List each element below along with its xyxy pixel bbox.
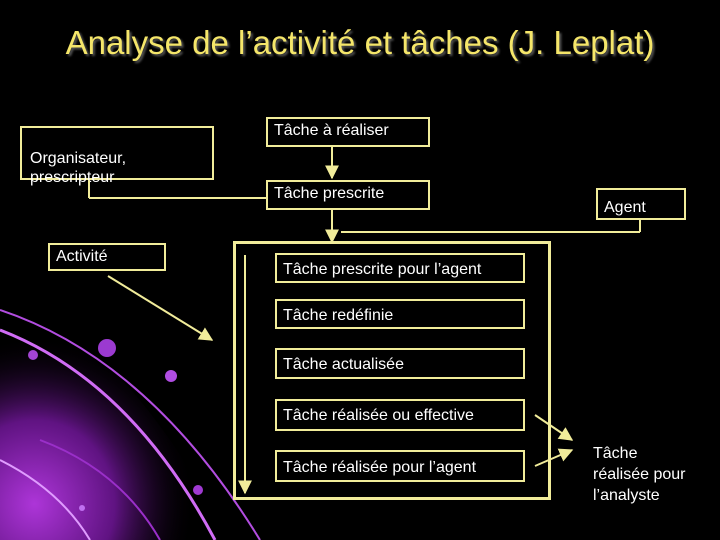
activite-label: Activité: [56, 248, 108, 265]
tache-prescrite-label: Tâche prescrite: [274, 185, 385, 202]
tache-redefinie-label: Tâche redéfinie: [283, 307, 394, 324]
organisateur-label: Organisateur, prescripteur: [30, 150, 127, 186]
arrow-activite-to-redefinie: [108, 276, 212, 340]
tache-actualisee-label: Tâche actualisée: [283, 356, 404, 373]
tache-a-realiser-label: Tâche à réaliser: [274, 122, 389, 139]
slide-title: Analyse de l’activité et tâches (J. Leplat): [65, 24, 655, 61]
tache-realisee-effective-label: Tâche réalisée ou effective: [283, 407, 474, 424]
agent-label: Agent: [604, 199, 646, 216]
tache-realisee-analyste-label: Tâche réalisée pour l’analyste: [593, 445, 686, 504]
tache-realisee-agent-label: Tâche réalisée pour l’agent: [283, 459, 477, 476]
arrow-agent-to-analyste: [535, 450, 572, 466]
arrow-effective-to-analyste: [535, 415, 572, 440]
tache-prescrite-agent-label: Tâche prescrite pour l’agent: [283, 261, 482, 278]
